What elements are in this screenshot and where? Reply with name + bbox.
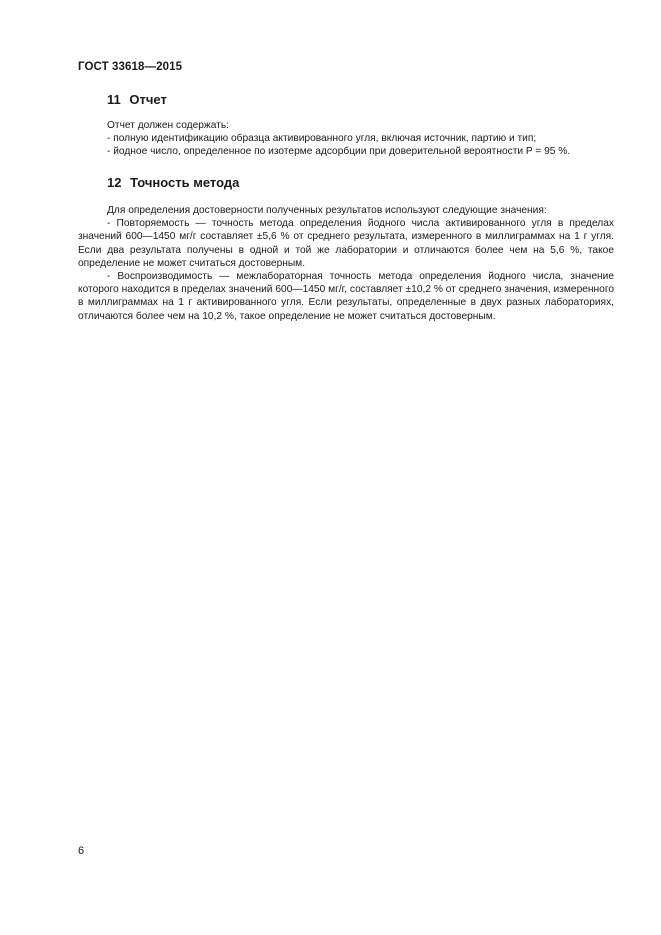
section-title-precision — [107, 174, 614, 192]
list-item-reproducibility: - Воспроизводимость — межлабораторная точность метода определения йодного числа, значение которого находится в пределах значений 600—1450 мг/г, составляет ±10,2 % от среднего значения, измеренного в миллиграммах на 1 г активированного угля. Если результаты, определенные в двух разных лабораториях, отличаются более чем на 10,2 %, такое определение не может считаться достоверным. — [78, 271, 614, 322]
section-report — [78, 91, 614, 159]
list-item-identification: - полную идентификацию образца активированного угля, включая источник, партию и тип; — [107, 133, 537, 145]
paragraph-intro: Отчет должен содержать: — [107, 120, 229, 131]
list-item-repeatability: - Повторяемость — точность метода определения йодного числа активированного угля в пределах значений 600—1450 мг/г составляет ±5,6 % от среднего результата, измеренного в миллиграммах на 1 г угля. Если два результата получены в одной и той же лаборатории и отличаются более чем на 5,6 %, такое определение не может считаться достоверным. — [78, 218, 614, 269]
section-number: 12 — [107, 175, 122, 190]
section-heading: Отчет — [129, 92, 167, 107]
section-number: 11 — [107, 92, 121, 107]
section-heading: Точность метода — [130, 175, 240, 190]
section-body — [78, 204, 614, 323]
section-body — [78, 119, 614, 159]
standard-code-header: ГОСТ 33618—2015 — [78, 61, 183, 73]
paragraph-intro: Для определения достоверности полученных результатов используют следующие значения: — [107, 205, 547, 216]
list-item-iodine-number: - йодное число, определенное по изотерме адсорбции при доверительной вероятности P = 95 %. — [107, 146, 571, 158]
section-precision — [78, 174, 614, 323]
section-title-report — [107, 91, 614, 109]
page-number: 6 — [78, 845, 85, 857]
